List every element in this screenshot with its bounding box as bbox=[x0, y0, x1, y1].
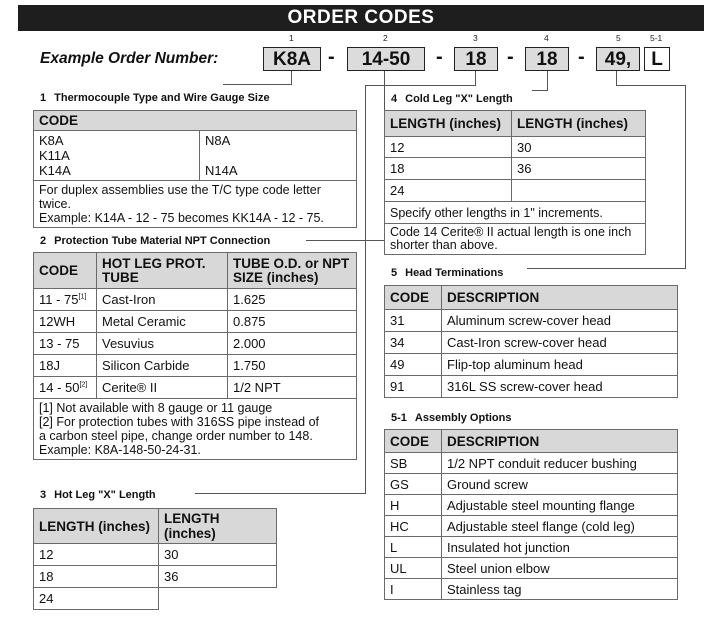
column-header: LENGTH (inches) bbox=[512, 111, 646, 137]
code-cell: L bbox=[385, 537, 442, 558]
desc-cell: Cerite® II bbox=[97, 377, 228, 399]
desc-cell: Adjustable steel flange (cold leg) bbox=[442, 516, 678, 537]
desc-cell: Flip-top aluminum head bbox=[442, 354, 678, 376]
desc-cell: 316L SS screw-cover head bbox=[442, 376, 678, 398]
code-cell: 18J bbox=[34, 355, 97, 377]
desc-cell: 1/2 NPT conduit reducer bushing bbox=[442, 453, 678, 474]
table-row bbox=[34, 333, 357, 355]
example-order-label: Example Order Number: bbox=[40, 50, 219, 67]
section-1-heading bbox=[40, 92, 270, 104]
table-row bbox=[385, 180, 646, 202]
code-cell: 13 - 75 bbox=[34, 333, 97, 355]
column-header: LENGTH (inches) bbox=[34, 509, 159, 544]
length-cell: 24 bbox=[385, 180, 512, 202]
desc-cell: Aluminum screw-cover head bbox=[442, 310, 678, 332]
table-note bbox=[385, 224, 646, 255]
code-cell: GS bbox=[385, 474, 442, 495]
column-header: CODE bbox=[34, 253, 97, 289]
column-header: DESCRIPTION bbox=[442, 286, 678, 310]
segment-number: 5-1 bbox=[650, 33, 663, 43]
code-cell: 49 bbox=[385, 354, 442, 376]
length-cell: 36 bbox=[512, 158, 646, 180]
segment-separator: - bbox=[578, 46, 585, 68]
connector-line bbox=[616, 71, 617, 86]
connector-line bbox=[223, 84, 292, 85]
section-title: Assembly Options bbox=[414, 412, 512, 424]
section-number: 3 bbox=[40, 489, 47, 501]
section-number: 5 bbox=[391, 267, 398, 279]
cold-leg-length-table bbox=[384, 110, 646, 255]
size-cell: 1.625 bbox=[228, 289, 357, 311]
thermocouple-table bbox=[33, 110, 357, 228]
note-line: [2] For protection tubes with 316SS pipe instead of bbox=[39, 415, 320, 429]
column-header: DESCRIPTION bbox=[442, 430, 678, 453]
segment-code-49: 49, bbox=[596, 47, 640, 71]
size-cell: 1.750 bbox=[228, 355, 357, 377]
table-row bbox=[385, 474, 678, 495]
segment-number: 4 bbox=[544, 33, 549, 43]
section-title: Head Terminations bbox=[405, 267, 504, 279]
code-cell: SB bbox=[385, 453, 442, 474]
length-cell: 18 bbox=[385, 158, 512, 180]
desc-cell: Vesuvius bbox=[97, 333, 228, 355]
desc-cell: Insulated hot junction bbox=[442, 537, 678, 558]
note-line: shorter than above. bbox=[390, 238, 498, 252]
code-cell: 11 - 75[1] bbox=[34, 289, 97, 311]
table-row bbox=[34, 566, 277, 588]
segment-code-l: L bbox=[644, 47, 670, 71]
code-cell: HC bbox=[385, 516, 442, 537]
section-number: 4 bbox=[391, 93, 398, 105]
code-cell: 14 - 50[2] bbox=[34, 377, 97, 399]
protection-tube-table bbox=[33, 252, 357, 460]
table-row bbox=[385, 310, 678, 332]
connector-line bbox=[616, 85, 686, 86]
segment-code-14-50: 14-50 bbox=[347, 47, 425, 71]
table-note bbox=[34, 399, 357, 460]
segment-number: 5 bbox=[616, 33, 621, 43]
segment-number: 2 bbox=[383, 33, 388, 43]
table-row bbox=[385, 376, 678, 398]
segment-code-18-cold: 18 bbox=[525, 47, 569, 71]
desc-cell: Steel union elbow bbox=[442, 558, 678, 579]
section-title: Thermocouple Type and Wire Gauge Size bbox=[54, 92, 270, 104]
connector-line bbox=[527, 268, 686, 269]
segment-code-18-hot: 18 bbox=[454, 47, 498, 71]
connector-line bbox=[195, 493, 366, 494]
section-title: Hot Leg "X" Length bbox=[54, 489, 156, 501]
length-cell: 36 bbox=[159, 566, 277, 588]
segment-separator: - bbox=[507, 46, 514, 68]
code-cell: 34 bbox=[385, 332, 442, 354]
section-title: Cold Leg "X" Length bbox=[405, 93, 513, 105]
head-terminations-table bbox=[384, 285, 678, 398]
table-cell bbox=[200, 131, 357, 181]
empty-cell bbox=[159, 588, 277, 610]
desc-cell: Cast-Iron screw-cover head bbox=[442, 332, 678, 354]
desc-cell: Adjustable steel mounting flange bbox=[442, 495, 678, 516]
note-line: Example: K8A-148-50-24-31. bbox=[39, 443, 201, 457]
table-row bbox=[385, 516, 678, 537]
table-row bbox=[385, 537, 678, 558]
table-row bbox=[385, 495, 678, 516]
length-cell: 30 bbox=[512, 137, 646, 158]
segment-code-k8a: K8A bbox=[263, 47, 321, 71]
code-cell: 31 bbox=[385, 310, 442, 332]
table-row bbox=[385, 579, 678, 600]
column-header: CODE bbox=[385, 286, 442, 310]
table-row bbox=[385, 453, 678, 474]
table-note: Specify other lengths in 1" increments. bbox=[385, 202, 646, 224]
connector-line bbox=[291, 71, 292, 85]
code-cell: UL bbox=[385, 558, 442, 579]
section-5-heading bbox=[391, 267, 503, 279]
table-row bbox=[385, 137, 646, 158]
length-cell: 12 bbox=[34, 544, 159, 566]
column-header: LENGTH (inches) bbox=[159, 509, 277, 544]
size-cell: 2.000 bbox=[228, 333, 357, 355]
desc-cell: Silicon Carbide bbox=[97, 355, 228, 377]
note-line: [1] Not available with 8 gauge or 11 gauge bbox=[39, 401, 273, 415]
table-row bbox=[385, 354, 678, 376]
note-line: Example: K14A - 12 - 75 becomes KK14A - 12 - 75. bbox=[39, 211, 324, 225]
code-value: K11A bbox=[39, 148, 70, 163]
section-5-1-heading bbox=[391, 412, 511, 424]
table-row bbox=[34, 544, 277, 566]
size-cell: 1/2 NPT bbox=[228, 377, 357, 399]
section-title: Protection Tube Material NPT Connection bbox=[54, 235, 271, 247]
order-codes-banner: ORDER CODES bbox=[18, 5, 704, 31]
code-value: K8A bbox=[39, 133, 64, 148]
table-row bbox=[34, 588, 277, 610]
segment-separator: - bbox=[436, 46, 443, 68]
assembly-options-table bbox=[384, 429, 678, 600]
length-cell: 12 bbox=[385, 137, 512, 158]
table-row bbox=[34, 289, 357, 311]
segment-number: 3 bbox=[473, 33, 478, 43]
section-3-heading bbox=[40, 489, 156, 501]
length-cell: 18 bbox=[34, 566, 159, 588]
length-cell bbox=[512, 180, 646, 202]
table-row bbox=[34, 355, 357, 377]
section-number: 5-1 bbox=[391, 412, 407, 424]
code-cell: 12WH bbox=[34, 311, 97, 333]
code-cell: 91 bbox=[385, 376, 442, 398]
desc-cell: Ground screw bbox=[442, 474, 678, 495]
code-value: N14A bbox=[205, 163, 238, 178]
column-header: CODE bbox=[385, 430, 442, 453]
section-4-heading bbox=[391, 93, 513, 105]
length-cell: 30 bbox=[159, 544, 277, 566]
table-row bbox=[385, 158, 646, 180]
connector-line bbox=[547, 71, 548, 91]
desc-cell: Cast-Iron bbox=[97, 289, 228, 311]
length-cell: 24 bbox=[34, 588, 159, 610]
connector-line bbox=[365, 85, 476, 86]
connector-line bbox=[306, 240, 385, 241]
section-number: 1 bbox=[40, 92, 47, 104]
segment-separator: - bbox=[328, 46, 335, 68]
segment-number: 1 bbox=[289, 33, 294, 43]
note-line: a carbon steel pipe, change order number to 148. bbox=[39, 429, 313, 443]
code-cell: I bbox=[385, 579, 442, 600]
desc-cell: Stainless tag bbox=[442, 579, 678, 600]
note-line: For duplex assemblies use the T/C type code letter twice. bbox=[39, 183, 321, 211]
table-row bbox=[385, 558, 678, 579]
desc-cell: Metal Ceramic bbox=[97, 311, 228, 333]
section-number: 2 bbox=[40, 235, 47, 247]
connector-line bbox=[532, 90, 548, 91]
hot-leg-length-table bbox=[33, 508, 277, 610]
table-row bbox=[34, 311, 357, 333]
column-header: TUBE O.D. or NPT SIZE (inches) bbox=[228, 253, 357, 289]
connector-line bbox=[365, 85, 366, 493]
connector-line bbox=[475, 71, 476, 86]
section-2-heading bbox=[40, 235, 270, 247]
code-value: K14A bbox=[39, 163, 71, 178]
column-header: LENGTH (inches) bbox=[385, 111, 512, 137]
connector-line bbox=[685, 85, 686, 269]
table-row bbox=[385, 332, 678, 354]
code-value: N8A bbox=[205, 133, 231, 148]
table-row bbox=[34, 377, 357, 399]
column-header: CODE bbox=[34, 111, 357, 131]
code-cell: H bbox=[385, 495, 442, 516]
size-cell: 0.875 bbox=[228, 311, 357, 333]
column-header: HOT LEG PROT. TUBE bbox=[97, 253, 228, 289]
table-note bbox=[34, 181, 357, 228]
note-line: Code 14 Cerite® II actual length is one inch bbox=[390, 225, 632, 239]
table-cell bbox=[34, 131, 200, 181]
